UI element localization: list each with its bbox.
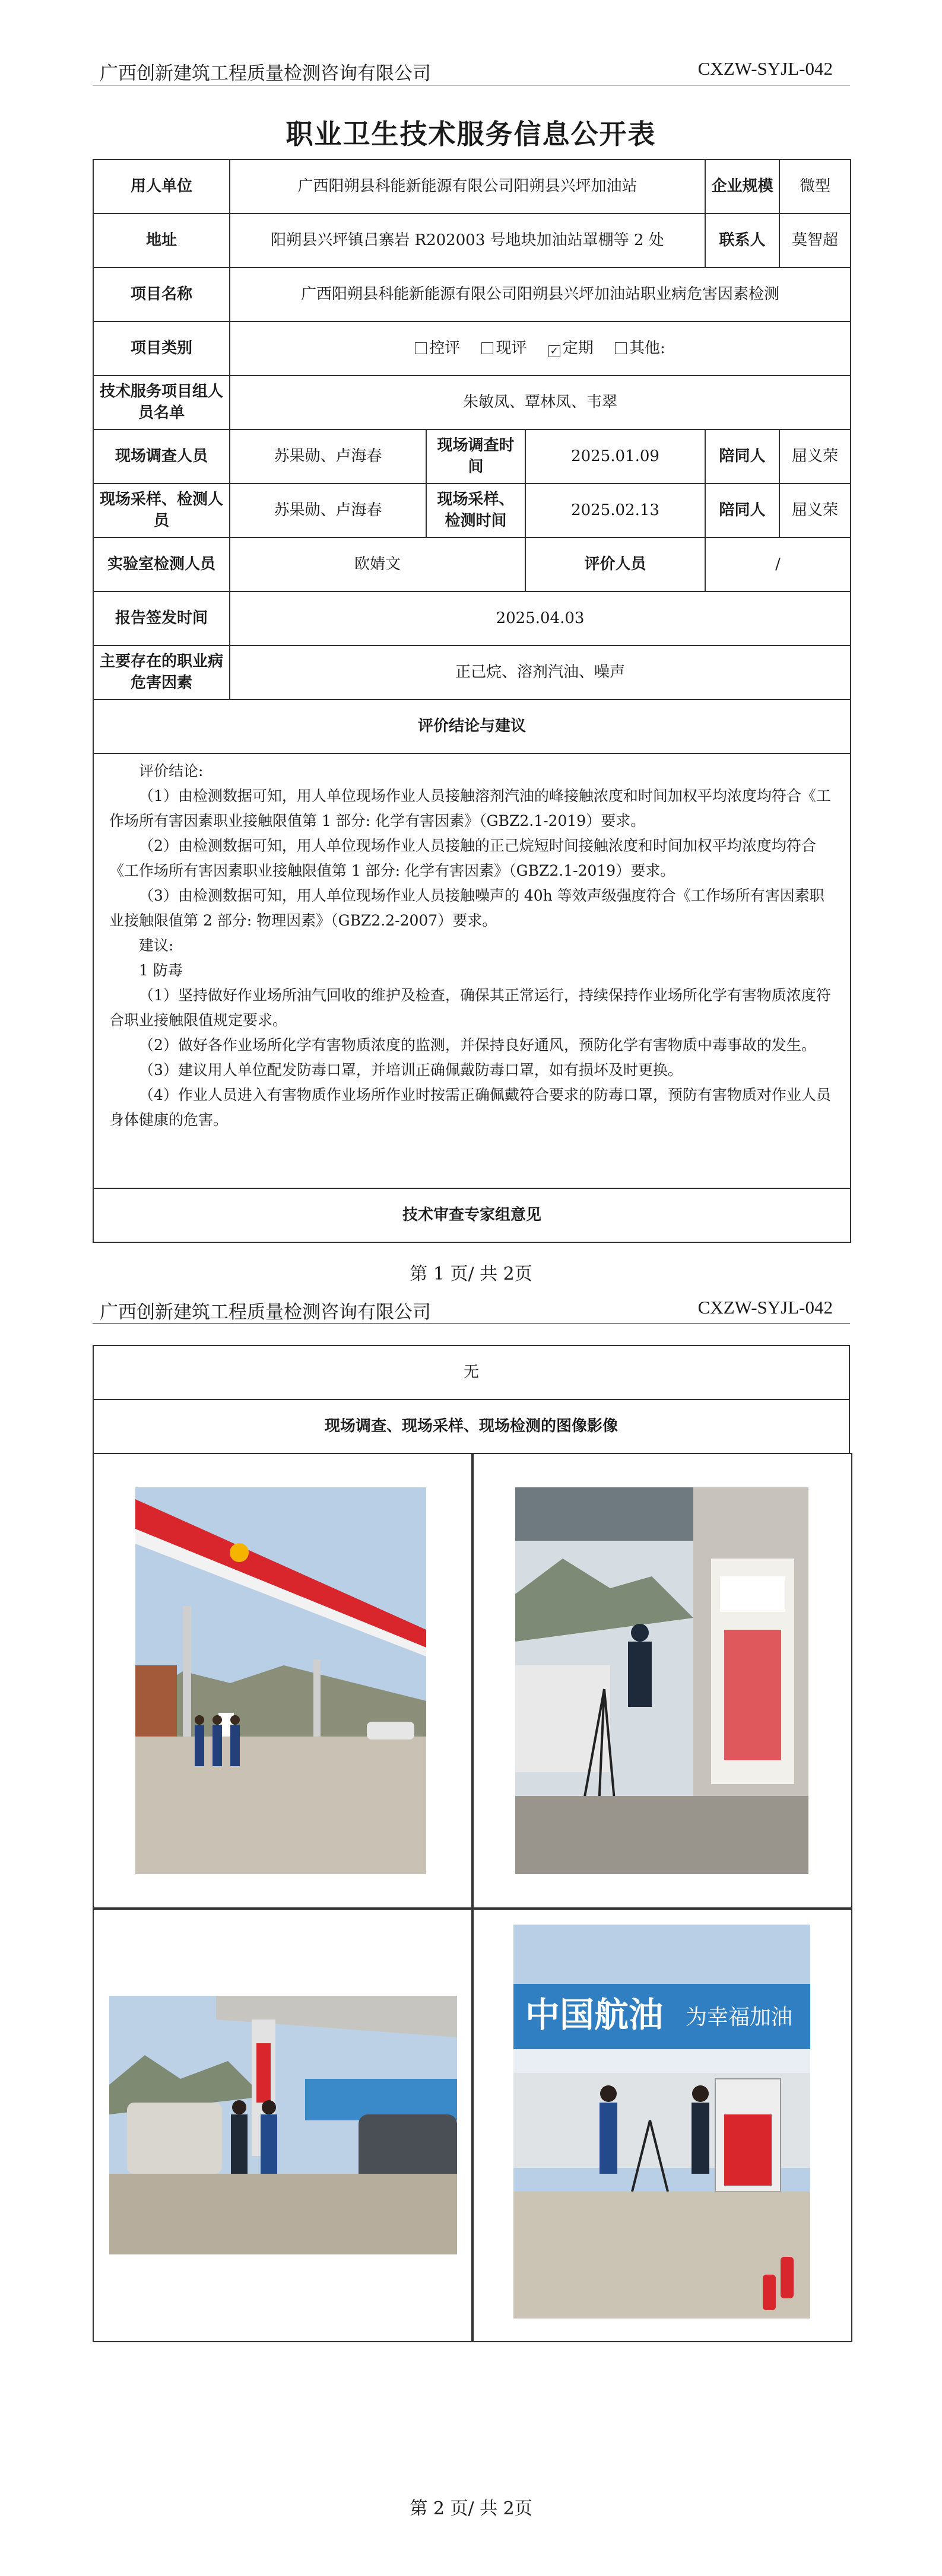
lab-value: 欧婧文 xyxy=(230,538,525,591)
banner-slogan-text: 为幸福加油 xyxy=(686,2005,793,2030)
category-option-3[interactable]: ✓ 定期 xyxy=(548,338,594,359)
address-label: 地址 xyxy=(93,214,230,268)
conclusion-line: （2）做好各作业场所化学有害物质浓度的监测，并保持良好通风，预防化学有害物质中毒事故的发生。 xyxy=(139,1036,816,1054)
category-options xyxy=(230,322,851,376)
expert-table xyxy=(93,1345,850,1454)
survey-time-label: 现场调查时间 xyxy=(426,430,525,484)
sampling-time-value: 2025.02.13 xyxy=(525,484,705,538)
photo-cell-4 xyxy=(471,1907,852,2342)
report-label: 报告签发时间 xyxy=(93,591,230,645)
sampling-time-label: 现场采样、检测时间 xyxy=(426,484,525,538)
photo-cell-3 xyxy=(93,1907,474,2342)
category-label: 项目类别 xyxy=(93,322,230,376)
survey-staff-value: 苏果勋、卢海春 xyxy=(230,430,426,484)
checkbox-icon xyxy=(615,342,627,354)
checkbox-checked-icon: ✓ xyxy=(548,345,560,357)
conclusion-line: 1 防毒 xyxy=(139,962,183,979)
team-label: 技术服务项目组人员名单 xyxy=(93,376,230,430)
companion-value: 屈义荣 xyxy=(779,430,851,484)
conclusion-body xyxy=(93,753,851,1188)
header-doc-code: CXZW-SYJL-042 xyxy=(697,58,833,79)
checkbox-icon xyxy=(415,342,427,354)
expert-opinion: 无 xyxy=(93,1346,849,1400)
category-option-4[interactable]: 其他: xyxy=(615,338,665,359)
address-value: 阳朔县兴坪镇吕寨岩 R202003 号地块加油站罩棚等 2 处 xyxy=(230,214,705,268)
page-number-1: 第 1 页/ 共 2页 xyxy=(410,1264,532,1284)
dispenser-image xyxy=(515,1487,808,1874)
hazards-value: 正己烷、溶剂汽油、噪声 xyxy=(230,645,851,699)
team-value: 朱敏凤、覃林凤、韦翠 xyxy=(230,376,851,430)
header-company: 广西创新建筑工程质量检测咨询有限公司 xyxy=(100,1302,431,1323)
project-value: 广西阳朔县科能新能源有限公司阳朔县兴坪加油站职业病危害因素检测 xyxy=(230,268,851,322)
conclusion-line: （1）由检测数据可知，用人单位现场作业人员接触溶剂汽油的峰接触浓度和时间加权平均浓度均符合《工作场所有害因素职业接触限值第 1 部分: 化学有害因素》（GBZ2.1-2019）要求。 xyxy=(109,787,831,829)
info-table xyxy=(93,159,851,1243)
sampling-staff-value: 苏果勋、卢海春 xyxy=(230,484,426,538)
banner-image xyxy=(513,1925,810,2319)
team-image xyxy=(109,1996,457,2254)
expert-header: 技术审查专家组意见 xyxy=(93,1188,851,1242)
survey-time-value: 2025.01.09 xyxy=(525,430,705,484)
conclusion-line: 评价结论: xyxy=(139,762,204,780)
page-title: 职业卫生技术服务信息公开表 xyxy=(286,118,656,150)
photo-cell-1 xyxy=(93,1453,474,1910)
photo-station-forecourt xyxy=(135,1487,426,1874)
category-option-1[interactable]: 控评 xyxy=(415,338,460,359)
banner-brand-text: 中国航油 xyxy=(525,1995,664,2035)
header-company: 广西创新建筑工程质量检测咨询有限公司 xyxy=(100,63,431,84)
scale-label: 企业规模 xyxy=(705,160,779,214)
conclusion-line: （1）坚持做好作业场所油气回收的维护及检查，确保其正常运行，持续保持作业场所化学有害物质浓度符合职业接触限值规定要求。 xyxy=(109,987,831,1029)
survey-staff-label: 现场调查人员 xyxy=(93,430,230,484)
employer-value: 广西阳朔县科能新能源有限公司阳朔县兴坪加油站 xyxy=(230,160,705,214)
photo-station-banner xyxy=(513,1925,810,2319)
companion2-value: 屈义荣 xyxy=(779,484,851,538)
header-rule xyxy=(93,1323,850,1324)
conclusion-line: （4）作业人员进入有害物质作业场所作业时按需正确佩戴符合要求的防毒口罩，预防有害物质对作业人员身体健康的危害。 xyxy=(109,1086,831,1128)
contact-label: 联系人 xyxy=(705,214,779,268)
header-doc-code: CXZW-SYJL-042 xyxy=(697,1297,833,1318)
conclusion-header: 评价结论与建议 xyxy=(93,699,851,753)
photo-inspection-team xyxy=(109,1996,457,2254)
companion-label: 陪同人 xyxy=(705,430,779,484)
page-number-2: 第 2 页/ 共 2页 xyxy=(410,2498,532,2519)
photo-fuel-dispenser xyxy=(515,1487,808,1874)
hazards-label: 主要存在的职业病危害因素 xyxy=(93,645,230,699)
gas-station-image xyxy=(135,1487,426,1874)
contact-value: 莫智超 xyxy=(779,214,851,268)
evaluator-label: 评价人员 xyxy=(525,538,705,591)
conclusion-line: （3）由检测数据可知，用人单位现场作业人员接触噪声的 40h 等效声级强度符合《工作场所有害因素职业接触限值第 2 部分: 物理因素》（GBZ2.2-2007）要求。 xyxy=(109,887,824,929)
conclusion-line: 建议: xyxy=(139,937,174,954)
report-value: 2025.04.03 xyxy=(230,591,851,645)
scale-value: 微型 xyxy=(779,160,851,214)
sampling-staff-label: 现场采样、检测人员 xyxy=(93,484,230,538)
evaluator-value: / xyxy=(705,538,851,591)
images-header: 现场调查、现场采样、现场检测的图像影像 xyxy=(93,1400,849,1454)
photo-cell-2 xyxy=(471,1453,852,1910)
category-option-2[interactable]: 现评 xyxy=(481,338,526,359)
conclusion-line: （2）由检测数据可知，用人单位现场作业人员接触的正己烷短时间接触浓度和时间加权平均浓度均符合《工作场所有害因素职业接触限值第 1 部分: 化学有害因素》（GBZ2.1-2019）要求。 xyxy=(109,837,816,879)
conclusion-line: （3）建议用人单位配发防毒口罩，并培训正确佩戴防毒口罩，如有损坏及时更换。 xyxy=(139,1061,683,1079)
companion2-label: 陪同人 xyxy=(705,484,779,538)
project-label: 项目名称 xyxy=(93,268,230,322)
lab-label: 实验室检测人员 xyxy=(93,538,230,591)
employer-label: 用人单位 xyxy=(93,160,230,214)
checkbox-icon xyxy=(481,342,493,354)
